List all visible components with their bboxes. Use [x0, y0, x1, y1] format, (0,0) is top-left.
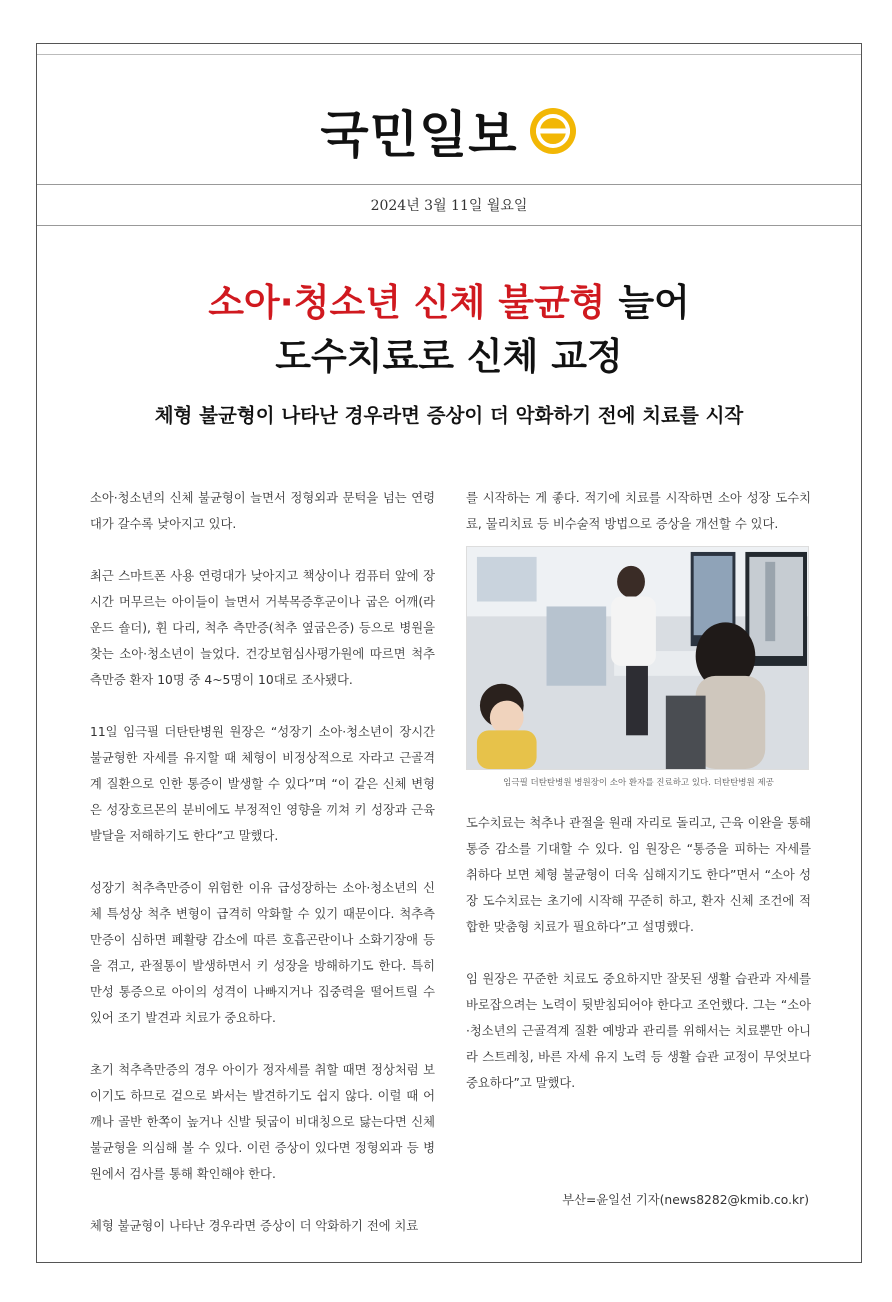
paragraph: 성장기 척추측만증이 위험한 이유 급성장하는 소아·청소년의 신체 특성상 척추 변형이 급격히 악화할 수 있기 때문이다. 척추측만증이 심하면 폐활량 감소에 따른 호흡곤란이나 소화기장애 등을 겪고, 관절통이 발생하면서 키 성장을 방해하기도 한다. 특히 만성 통증으로 아이의 성격이 나빠지거나 집중력을 떨어트릴 수 있어 조기 발견과 치료가 중요하다. [90, 881, 435, 1025]
masthead [37, 96, 861, 166]
paragraph: 도수치료는 척추나 관절을 원래 자리로 돌리고, 근육 이완을 통해 통증 감소를 기대할 수 있다. 임 원장은 “통증을 피하는 자세를 취하다 보면 체형 불균형이 더욱 심해지기도 한다”면서 “소아 성장 도수치료는 초기에 시작해 꾸준히 하고, 환자 신체 조건에 적합한 맞춤형 치료가 필요하다”고 설명했다. [466, 816, 811, 934]
headline [37, 276, 861, 384]
kmib-logo-icon [528, 106, 578, 156]
headline-line-2: 도수치료로 신체 교정 [275, 335, 623, 378]
subheadline: 체형 불균형이 나타난 경우라면 증상이 더 악화하기 전에 치료를 시작 [154, 404, 744, 427]
article-column-left [90, 485, 435, 1265]
newspaper-frame [36, 43, 862, 1263]
paragraph: 11일 임극필 더탄탄병원 원장은 “성장기 소아·청소년이 장시간 불균형한 자세를 유지할 때 체형이 비정상적으로 자라고 근골격계 질환으로 인한 통증이 발생할 수 있다”며 “이 같은 신체 변형은 성장호르몬의 분비에도 부정적인 영향을 끼쳐 키 성장과 근육 발달을 저해하기도 한다”고 말했다. [90, 725, 435, 843]
article-photo [466, 546, 809, 770]
paragraph: 체형 불균형이 나타난 경우라면 증상이 더 악화하기 전에 치료 [90, 1219, 419, 1233]
photo-caption: 임극필 더탄탄병원 병원장이 소아 환자를 진료하고 있다. 더탄탄병원 제공 [503, 778, 774, 788]
paragraph: 소아·청소년의 신체 불균형이 늘면서 정형외과 문턱을 넘는 연령대가 갈수록 낮아지고 있다. [90, 491, 435, 531]
headline-line-1 [37, 276, 861, 330]
newspaper-logo-text: 국민일보 [320, 106, 518, 164]
paragraph: 초기 척추측만증의 경우 아이가 정자세를 취할 때면 정상처럼 보이기도 하므로 겉으로 봐서는 발견하기도 쉽지 않다. 이럴 때 어깨나 골반 한쪽이 높거나 신발 뒷굽이 비대칭으로 닳는다면 신체 불균형을 의심해 볼 수 있다. 이런 증상이 있다면 정형외과 등 병원에서 검사를 통해 확인해야 한다. [90, 1063, 435, 1181]
headline-line-1-rest: 늘어 [605, 281, 690, 324]
headline-highlight: 소아·청소년 신체 불균형 [208, 281, 606, 324]
paragraph: 최근 스마트폰 사용 연령대가 낮아지고 책상이나 컴퓨터 앞에 장시간 머무르는 아이들이 늘면서 거북목증후군이나 굽은 어깨(라운드 숄더), 휜 다리, 척추 측만증(척추 옆굽은증) 등으로 병원을 찾는 소아·청소년이 늘었다. 건강보험심사평가원에 따르면 척추측만증 환자 10명 중 4~5명이 10대로 조사됐다. [90, 569, 435, 687]
masthead-rule [37, 54, 861, 55]
issue-date: 2024년 3월 11일 월요일 [37, 184, 861, 226]
byline: 부산=윤일선 기자(news8282@kmib.co.kr) [562, 1193, 809, 1207]
paragraph: 를 시작하는 게 좋다. 적기에 치료를 시작하면 소아 성장 도수치료, 물리치료 등 비수술적 방법으로 증상을 개선할 수 있다. [466, 491, 811, 531]
article-column-right [466, 485, 811, 1122]
paragraph: 임 원장은 꾸준한 치료도 중요하지만 잘못된 생활 습관과 자세를 바로잡으려는 노력이 뒷받침되어야 한다고 조언했다. 그는 “소아·청소년의 근골격계 질환 예방과 관리를 위해서는 치료뿐만 아니라 스트레칭, 바른 자세 유지 노력 등 생활 습관 교정이 무엇보다 중요하다”고 말했다. [466, 972, 811, 1090]
